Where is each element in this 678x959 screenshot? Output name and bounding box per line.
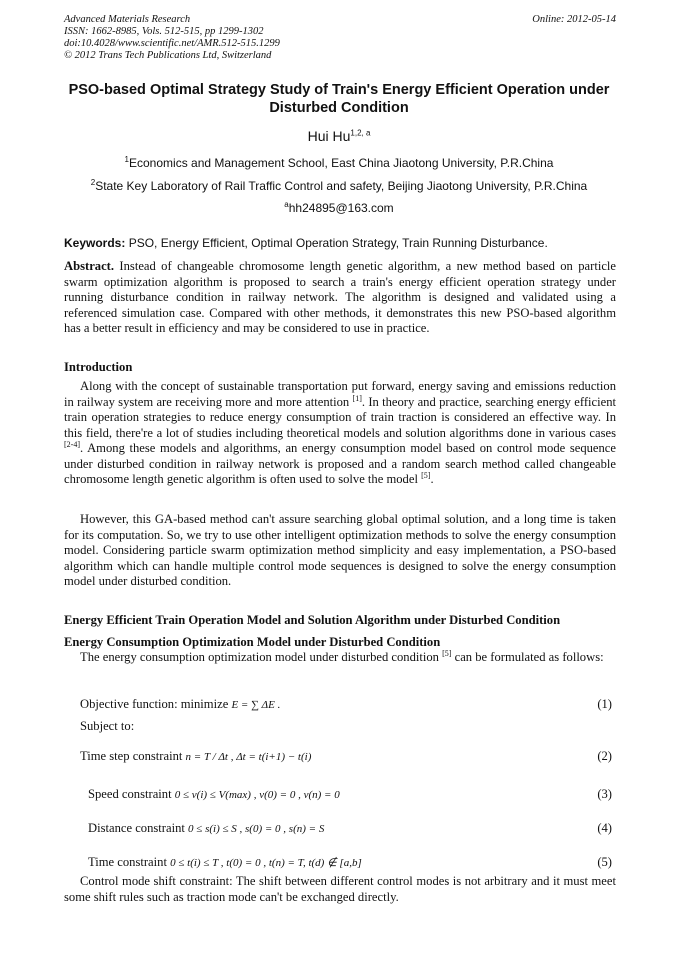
abstract	[64, 259, 616, 337]
author-sup: 1,2, a	[350, 128, 371, 138]
author	[0, 128, 678, 144]
issn: ISSN: 1662-8985, Vols. 512-515, pp 1299-1302	[64, 26, 264, 37]
keywords-text: PSO, Energy Efficient, Optimal Operation Strategy, Train Running Disturbance.	[128, 236, 548, 250]
journal-name: Advanced Materials Research	[64, 14, 191, 25]
section-paragraph: The energy consumption optimization model under disturbed condition [5] can be formulated as follows:	[80, 648, 604, 664]
subsection-heading: Energy Consumption Optimization Model under Disturbed Condition	[64, 635, 441, 649]
citation: [2-4]	[64, 439, 80, 449]
intro-heading: Introduction	[64, 360, 133, 374]
intro-paragraph-2: However, this GA-based method can't assure searching global optimal solution, and a long time is taken for its computation. So, we try to use other intelligent optimization methods to solve the energy consumption model. Considering particle swarm optimization method simplicity and easy implementation, a PSO-based algorithm which can handle multiple control mode sequences is designed to solve the energy consumption model under disturbed condition.	[64, 512, 616, 588]
citation: [5]	[442, 648, 452, 658]
equation-2: Time step constraint n = T / Δt , Δt = t(i+1) − t(i) (2)	[80, 749, 612, 763]
online-date: Online: 2012-05-14	[532, 14, 616, 25]
equation-math: 0 ≤ v(i) ≤ V(max) , v(0) = 0 , v(n) = 0	[174, 789, 340, 801]
equation-1: Objective function: minimize E = ∑ ΔE . (1)	[80, 697, 612, 711]
paper-title: PSO-based Optimal Strategy Study of Train's Energy Efficient Operation under Disturbed Condition	[68, 82, 610, 116]
author-name: Hui Hu	[307, 128, 351, 144]
equation-math: 0 ≤ s(i) ≤ S , s(0) = 0 , s(n) = S	[188, 823, 325, 835]
equation-number: (4)	[597, 821, 612, 835]
citation: [5]	[421, 470, 431, 480]
citation: [1]	[352, 393, 362, 403]
equation-math: 0 ≤ t(i) ≤ T , t(0) = 0 , t(n) = T, t(d) ∉ [a,b]	[170, 857, 362, 869]
keywords	[64, 236, 616, 250]
section-heading: Energy Efficient Train Operation Model and Solution Algorithm under Disturbed Condition	[64, 613, 561, 627]
equation-math: n = T / Δt , Δt = t(i+1) − t(i)	[185, 751, 312, 763]
email: $^a$hh24895@163.com	[284, 200, 394, 215]
equation-4: Distance constraint 0 ≤ s(i) ≤ S , s(0) = 0 , s(n) = S (4)	[88, 821, 612, 835]
subject-to: Subject to:	[80, 719, 135, 733]
equation-number: (2)	[597, 749, 612, 763]
equation-number: (3)	[597, 787, 612, 801]
equation-math: E = ∑ ΔE .	[231, 699, 281, 711]
doi: doi:10.4028/www.scientific.net/AMR.512-515.1299	[64, 38, 280, 49]
abstract-label: Abstract.	[64, 259, 115, 273]
intro-paragraph-1: Along with the concept of sustainable transportation put forward, energy saving and emissions reduction in railway system are receiving more and more attention [1]. In theory and practice, searching energy efficient train operation strategies to reduce energy consumption of train traction is considered an effective way. In this field, there're a lot of studies including theoretical models and solution algorithms done in various cases [2-4]. Among these models and algorithms, an energy consumption model based on control mode sequence under disturbed condition in railway network is proposed and a random search method called changeable chromosome length genetic algorithm is often used to solve the model [5].	[64, 379, 616, 486]
affiliation-2: $^2$State Key Laboratory of Rail Traffic Control and safety, Beijing Jiaotong University, P.R.China	[90, 178, 588, 193]
keywords-label: Keywords:	[64, 236, 126, 250]
closing-paragraph: Control mode shift constraint: The shift between different control modes is not arbitrary and it must meet some shift rules such as traction mode can't be exchanged directly.	[64, 874, 616, 904]
equation-3: Speed constraint 0 ≤ v(i) ≤ V(max) , v(0) = 0 , v(n) = 0 (3)	[88, 787, 612, 801]
equation-number: (1)	[597, 697, 612, 711]
copyright: © 2012 Trans Tech Publications Ltd, Switzerland	[64, 50, 272, 61]
abstract-text: Instead of changeable chromosome length genetic algorithm, a new method based on particle swarm optimization algorithm is proposed to search a train's energy efficient operation strategy under running disturbance condition in railway network. The algorithm is designed and validated using a referenced simulation case. Compared with other methods, it demonstrates this new PSO-based algorithm has a better result in efficiency and may be considered to use in practice.	[64, 259, 617, 335]
equation-5: Time constraint 0 ≤ t(i) ≤ T , t(0) = 0 , t(n) = T, t(d) ∉ [a,b] (5)	[88, 855, 612, 869]
page-header	[64, 14, 616, 62]
equation-number: (5)	[597, 855, 612, 869]
affiliation-1: $^1$Economics and Management School, East China Jiaotong University, P.R.China	[124, 155, 554, 170]
